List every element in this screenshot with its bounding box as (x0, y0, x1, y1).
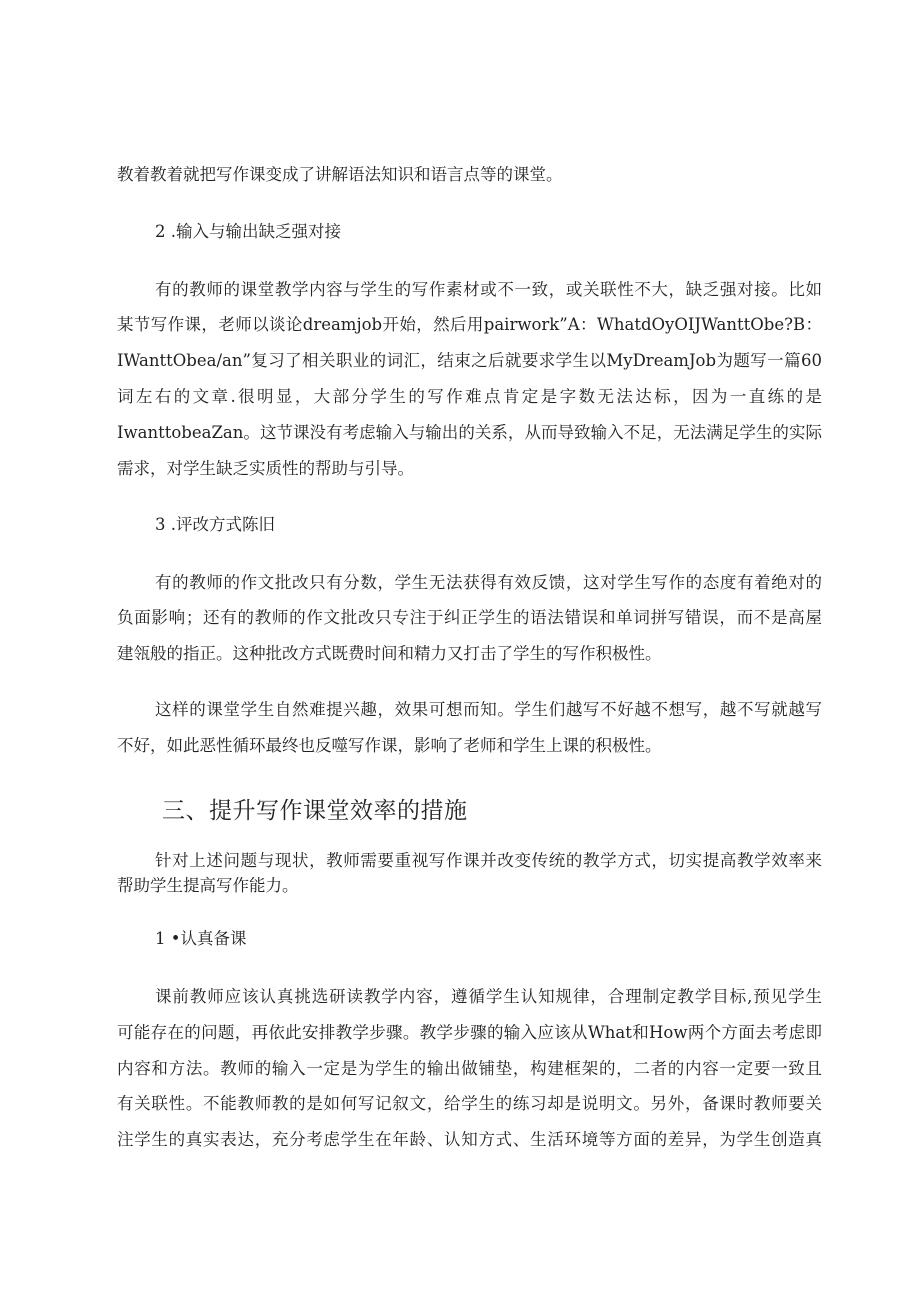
paragraph-line: 有的教师的课堂教学内容与学生的写作素材或不一致，或关联性不大，缺乏强对接。比如 (155, 280, 822, 299)
paragraph-line: 某节写作课，老师以谈论dreamjob开始，然后用pairwork”A：WhatdOyOIJWanttObe?B： (117, 315, 822, 334)
intro-line: 教着教着就把写作课变成了讲解语法知识和语言点等的课堂。 (117, 165, 563, 184)
paragraph-line: 词左右的文章.很明显，大部分学生的写作难点肯定是字数无法达标，因为一直练的是 (117, 387, 822, 406)
paragraph-line: 内容和方法。教师的输入一定是为学生的输出做铺垫，构建框架的，二者的内容一定要一致且 (117, 1059, 822, 1078)
paragraph-line: 课前教师应该认真挑选研读教学内容，遵循学生认知规律，合理制定教学目标,预见学生 (155, 987, 822, 1006)
section-3-heading: 3 .评改方式陈旧 (155, 515, 275, 534)
paragraph-line: IwanttobeaZan。这节课没有考虑输入与输出的关系，从而导致输入不足，无法满足学生的实际 (117, 423, 822, 442)
paragraph-line: 有关联性。不能教师教的是如何写记叙文，给学生的练习却是说明文。另外，备课时教师要关 (117, 1094, 822, 1113)
paragraph-line: 有的教师的作文批改只有分数，学生无法获得有效反馈，这对学生写作的态度有着绝对的 (155, 573, 822, 592)
paragraph-line: 帮助学生提高写作能力。 (117, 876, 299, 895)
paragraph-line: 需求，对学生缺乏实质性的帮助与引导。 (117, 459, 414, 478)
paragraph-line: IWanttObea/an”复习了相关职业的词汇，结束之后就要求学生以MyDreamJob为题写一篇60 (117, 351, 822, 370)
chapter-3-heading: 三、提升写作课堂效率的措施 (162, 798, 468, 824)
paragraph-line: 注学生的真实表达，充分考虑学生在年龄、认知方式、生活环境等方面的差异，为学生创造真 (117, 1130, 822, 1149)
paragraph-line: 可能存在的问题，再依此安排教学步骤。教学步骤的输入应该从What和How两个方面去考虑即 (117, 1023, 822, 1042)
section-2-heading: 2 .输入与输出缺乏强对接 (155, 222, 341, 241)
paragraph-line: 负面影响；还有的教师的作文批改只专注于纠正学生的语法错误和单词拼写错误，而不是高屋 (117, 608, 822, 627)
paragraph-line: 建瓴般的指正。这种批改方式既费时间和精力又打击了学生的写作积极性。 (117, 644, 662, 663)
paragraph-line: 这样的课堂学生自然难提兴趣，效果可想而知。学生们越写不好越不想写，越不写就越写 (155, 700, 822, 719)
paragraph-line: 针对上述问题与现状，教师需要重视写作课并改变传统的教学方式，切实提高教学效率来 (155, 851, 822, 870)
subsection-1-heading: 1 •认真备课 (155, 929, 247, 948)
paragraph-line: 不好，如此恶性循环最终也反噬写作课，影响了老师和学生上课的积极性。 (117, 736, 662, 755)
